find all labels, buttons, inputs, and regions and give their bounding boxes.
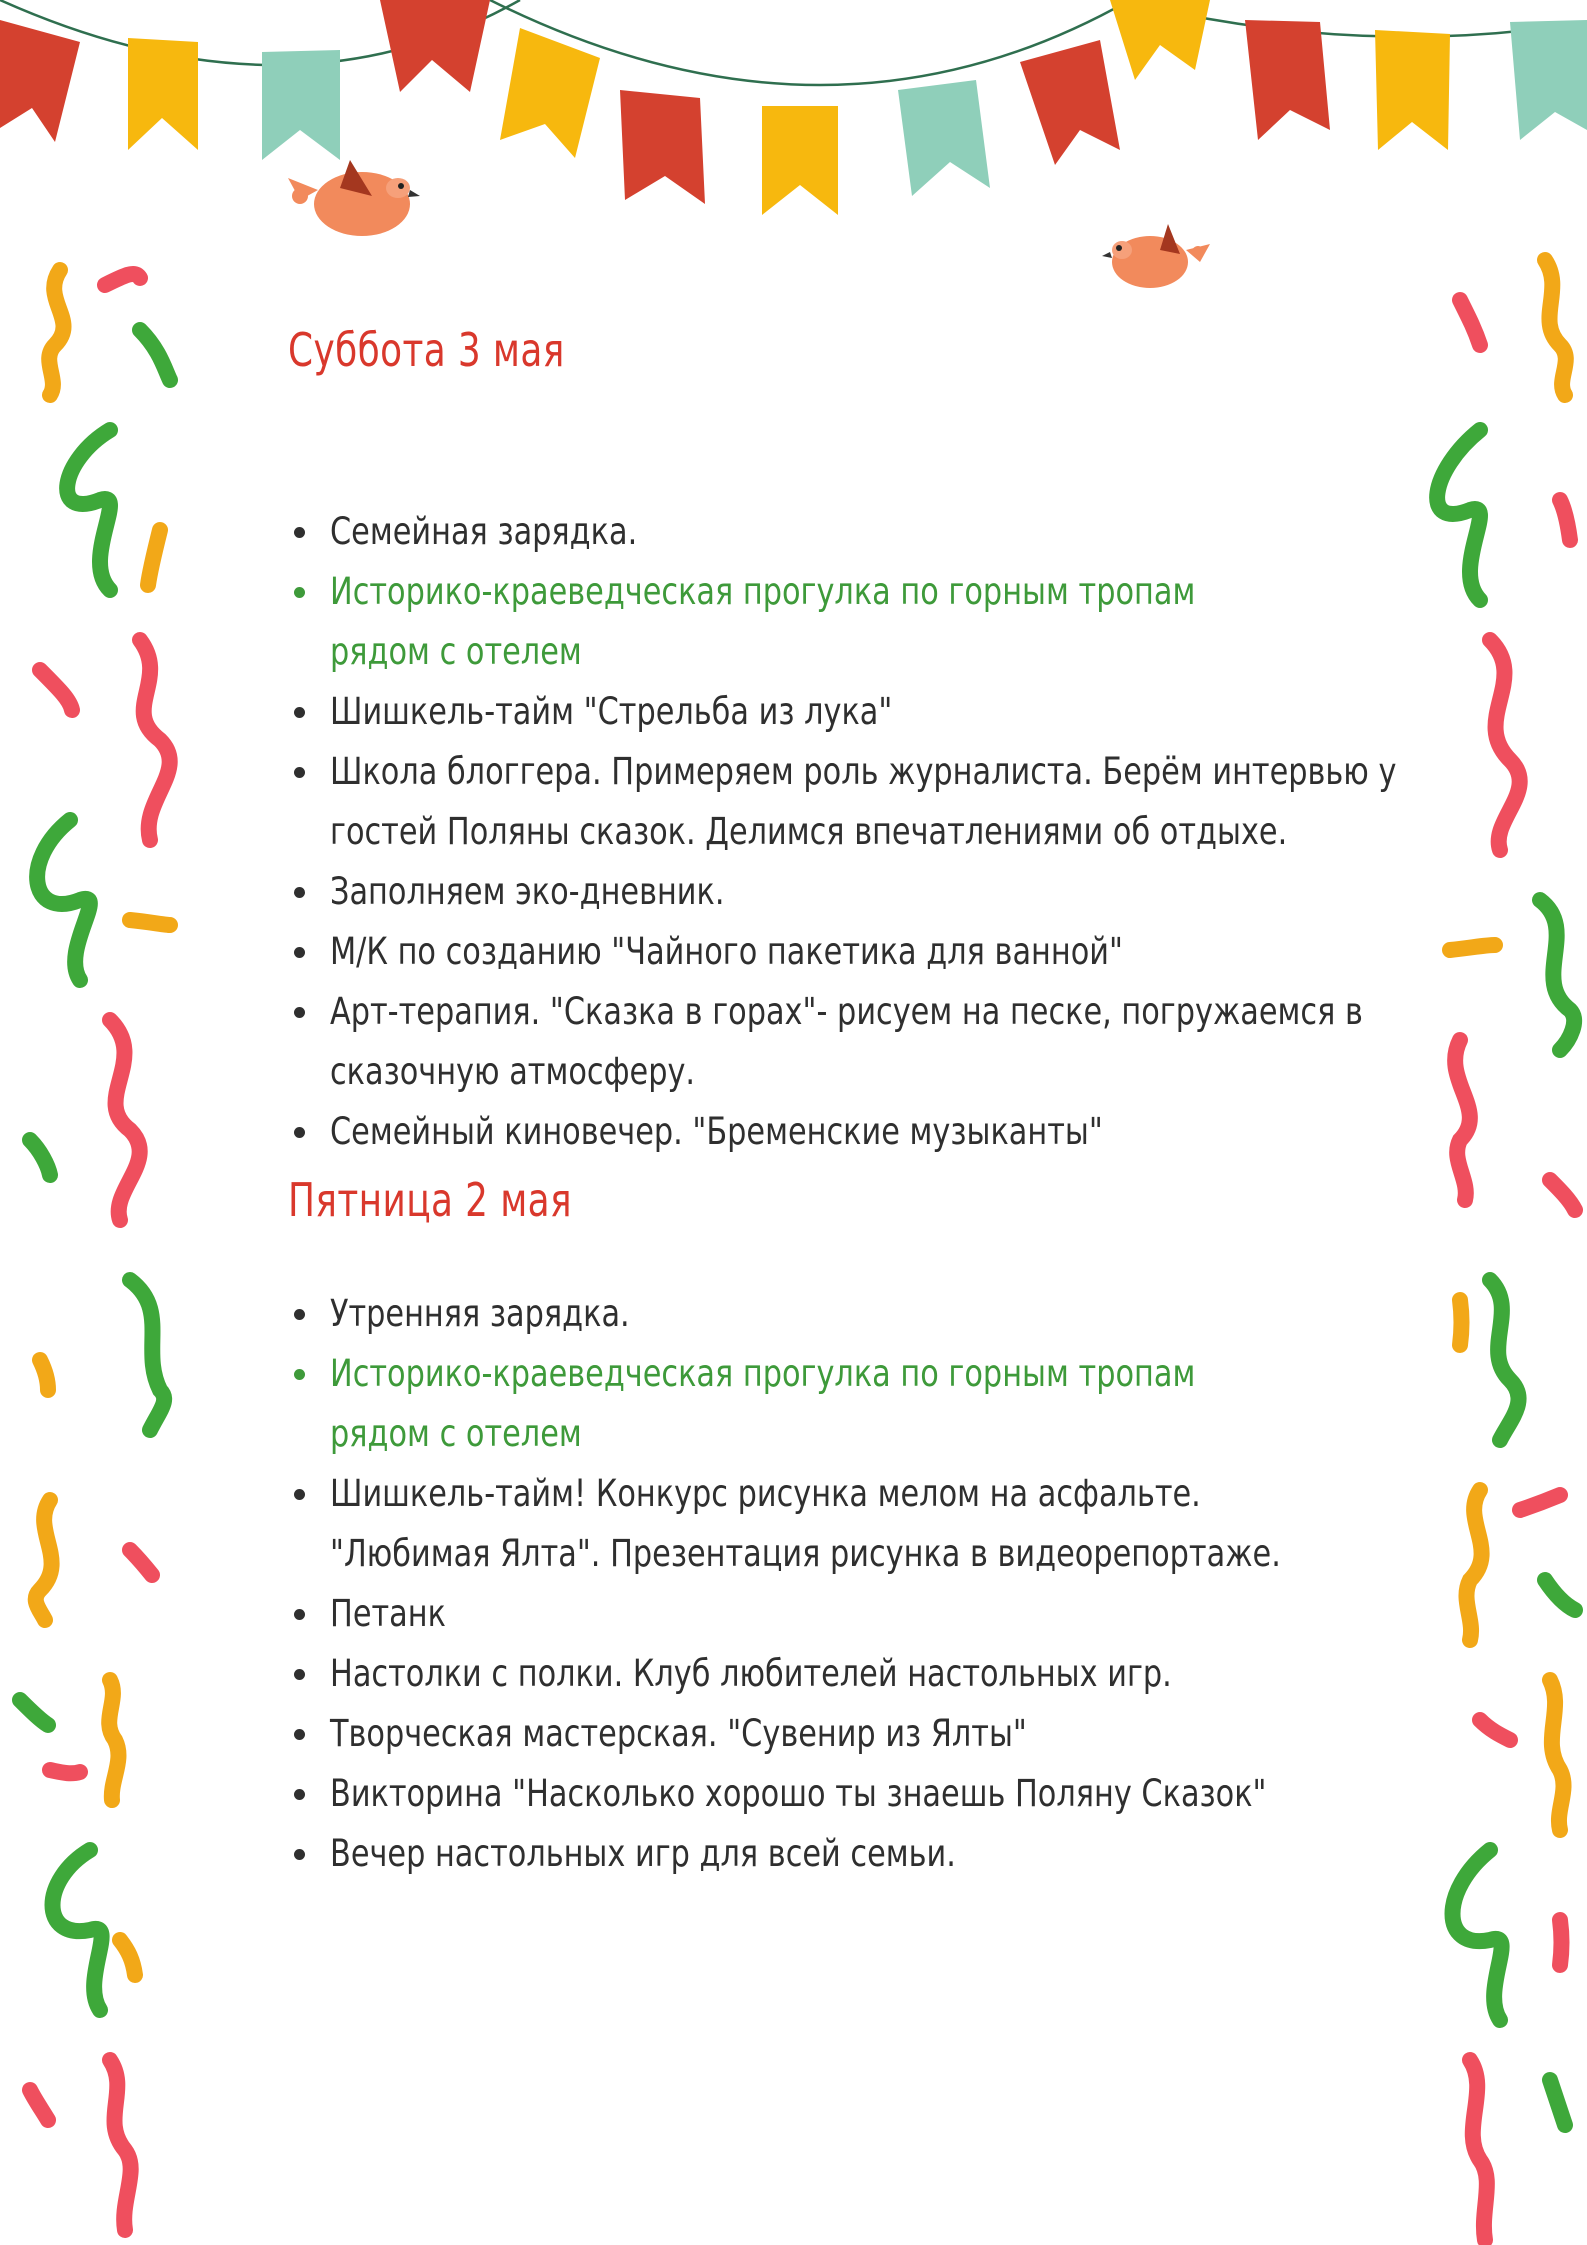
confetti-left bbox=[20, 270, 170, 2230]
activity-text-continuation: рядом с отелем bbox=[330, 1412, 582, 1455]
pennant-flag bbox=[1020, 40, 1120, 165]
activity-text: Вечер настольных игр для всей семьи. bbox=[330, 1832, 956, 1875]
activity-text-continuation: "Любимая Ялта". Презентация рисунка в видеорепортаже. bbox=[330, 1532, 1281, 1575]
activity-text: Школа блоггера. Примеряем роль журналиста. Берём интервью у bbox=[330, 750, 1397, 793]
pennant-flag bbox=[1375, 30, 1450, 150]
pennant-flag bbox=[500, 28, 600, 158]
activity-text: Настолки с полки. Клуб любителей настольных игр. bbox=[330, 1652, 1172, 1695]
activity-item bbox=[288, 562, 1408, 682]
bullet-dot bbox=[294, 1007, 305, 1018]
bullet-dot bbox=[294, 527, 305, 538]
pennant-flag bbox=[262, 50, 340, 160]
activity-list bbox=[288, 502, 1408, 1162]
activity-text: Историко-краеведческая прогулка по горным тропам bbox=[330, 570, 1196, 613]
activity-item bbox=[288, 1644, 1408, 1704]
bullet-dot bbox=[294, 1369, 305, 1380]
activity-item bbox=[288, 922, 1408, 982]
activity-item bbox=[288, 1284, 1408, 1344]
activity-item bbox=[288, 742, 1408, 862]
activity-item bbox=[288, 1824, 1408, 1884]
activity-item bbox=[288, 1344, 1408, 1464]
bullet-dot bbox=[294, 1669, 305, 1680]
confetti-right bbox=[1437, 260, 1575, 2240]
day-section-saturday bbox=[288, 318, 1408, 1162]
bullet-dot bbox=[294, 947, 305, 958]
bullet-dot bbox=[294, 1789, 305, 1800]
activity-text: М/К по созданию "Чайного пакетика для ванной" bbox=[330, 930, 1123, 973]
activity-text: Петанк bbox=[330, 1592, 446, 1635]
activity-text: Шишкель-тайм "Стрельба из лука" bbox=[330, 690, 893, 733]
pennant-flag bbox=[128, 38, 198, 150]
activity-item bbox=[288, 862, 1408, 922]
activity-item bbox=[288, 1704, 1408, 1764]
day-section-friday bbox=[288, 1168, 1408, 1884]
activity-item bbox=[288, 982, 1408, 1102]
pennant-flag bbox=[1110, 0, 1210, 80]
pennant-flag bbox=[620, 90, 705, 204]
bullet-dot bbox=[294, 1849, 305, 1860]
activity-text: Творческая мастерская. "Сувенир из Ялты" bbox=[330, 1712, 1027, 1755]
activity-text: Викторина "Насколько хорошо ты знаешь Поляну Сказок" bbox=[330, 1772, 1267, 1815]
bird-left bbox=[288, 160, 420, 236]
pennant-flag bbox=[1245, 20, 1330, 140]
activity-text: Шишкель-тайм! Конкурс рисунка мелом на асфальте. bbox=[330, 1472, 1201, 1515]
bullet-dot bbox=[294, 1489, 305, 1500]
bullet-dot bbox=[294, 1729, 305, 1740]
bird-right bbox=[1102, 224, 1210, 288]
bunting-garland bbox=[0, 0, 1587, 215]
pennant-flag bbox=[380, 0, 490, 92]
activity-text-continuation: гостей Поляны сказок. Делимся впечатлениями об отдыхе. bbox=[330, 810, 1288, 853]
schedule-content bbox=[288, 318, 1408, 1875]
bullet-dot bbox=[294, 887, 305, 898]
activity-text-continuation: сказочную атмосферу. bbox=[330, 1050, 696, 1093]
activity-item bbox=[288, 1764, 1408, 1824]
activity-text: Семейная зарядка. bbox=[330, 510, 638, 553]
pennant-flag bbox=[762, 106, 838, 215]
activity-text: Семейный киновечер. "Бременские музыканты" bbox=[330, 1110, 1103, 1153]
day-heading: Пятница 2 мая bbox=[288, 1173, 573, 1227]
activity-text-continuation: рядом с отелем bbox=[330, 630, 582, 673]
bullet-dot bbox=[294, 1309, 305, 1320]
activity-list bbox=[288, 1284, 1408, 1884]
activity-item bbox=[288, 502, 1408, 562]
activity-text: Утренняя зарядка. bbox=[330, 1292, 630, 1335]
bullet-dot bbox=[294, 1609, 305, 1620]
bullet-dot bbox=[294, 587, 305, 598]
activity-item bbox=[288, 1102, 1408, 1162]
activity-text: Историко-краеведческая прогулка по горным тропам bbox=[330, 1352, 1196, 1395]
bullet-dot bbox=[294, 707, 305, 718]
day-heading: Суббота 3 мая bbox=[288, 323, 565, 377]
activity-text: Заполняем эко-дневник. bbox=[330, 870, 725, 913]
activity-item bbox=[288, 682, 1408, 742]
pennant-flag bbox=[1510, 20, 1587, 140]
pennant-flag bbox=[0, 20, 80, 142]
activity-item bbox=[288, 1584, 1408, 1644]
bullet-dot bbox=[294, 1127, 305, 1138]
bullet-dot bbox=[294, 767, 305, 778]
activity-item bbox=[288, 1464, 1408, 1584]
pennant-flag bbox=[898, 80, 990, 196]
activity-text: Арт-терапия. "Сказка в горах"- рисуем на песке, погружаемся в bbox=[330, 990, 1363, 1033]
